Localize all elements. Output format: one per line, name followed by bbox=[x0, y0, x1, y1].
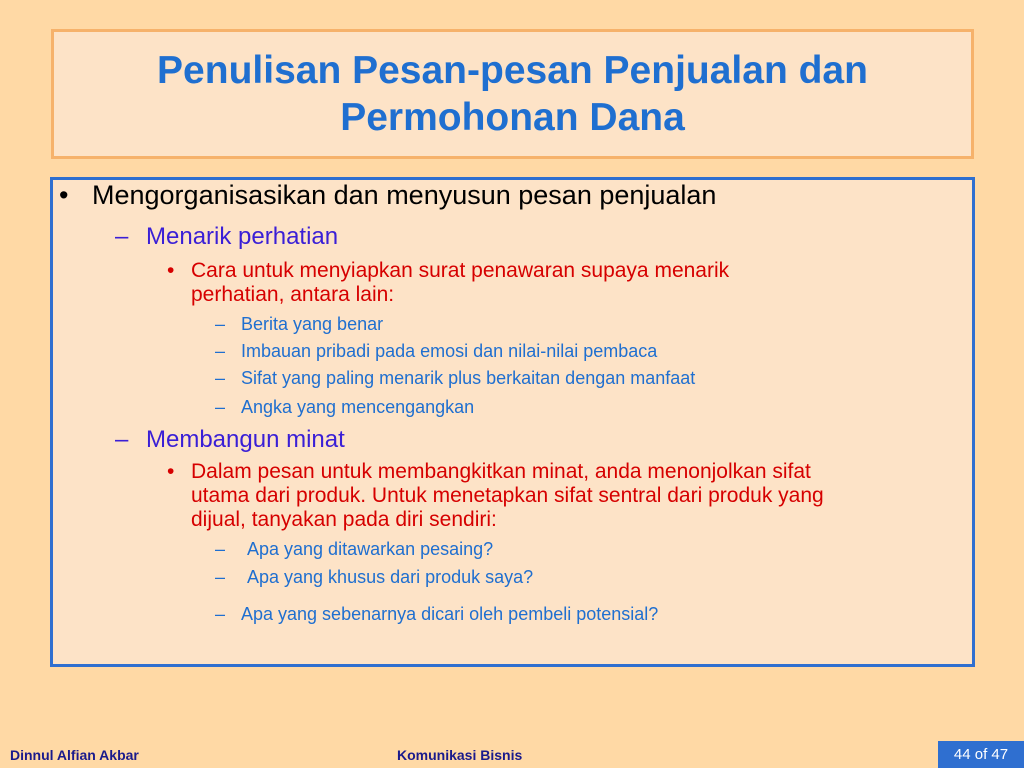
dash-marker: – bbox=[215, 539, 226, 559]
point-cara-line1: Cara untuk menyiapkan surat penawaran supaya menarik bbox=[191, 259, 730, 282]
bullet-marker: • bbox=[167, 259, 175, 282]
list-item: Sifat yang paling menarik plus berkaitan dengan manfaat bbox=[241, 368, 696, 388]
footer bbox=[0, 741, 1024, 768]
point-cara-line2: perhatian, antara lain: bbox=[191, 283, 395, 306]
dash-marker: – bbox=[215, 604, 226, 624]
main-bullet: Mengorganisasikan dan menyusun pesan penjualan bbox=[92, 180, 717, 210]
bullet-marker: • bbox=[167, 460, 175, 483]
list-item: Imbauan pribadi pada emosi dan nilai-nilai pembaca bbox=[241, 341, 658, 361]
footer-author: Dinnul Alfian Akbar bbox=[10, 747, 139, 763]
dash-marker: – bbox=[215, 567, 226, 587]
list-item: Angka yang mencengangkan bbox=[241, 397, 475, 417]
list-item: Apa yang khusus dari produk saya? bbox=[247, 567, 534, 587]
sub-bullet-menarik-perhatian: Menarik perhatian bbox=[146, 223, 339, 250]
list-item: Apa yang ditawarkan pesaing? bbox=[247, 539, 494, 559]
dash-marker: – bbox=[115, 223, 129, 250]
dash-marker: – bbox=[215, 368, 226, 388]
page-number-badge: 44 of 47 bbox=[938, 741, 1024, 768]
dash-marker: – bbox=[215, 314, 226, 334]
list-item: Berita yang benar bbox=[241, 314, 384, 334]
point-dalam-line3: dijual, tanyakan pada diri sendiri: bbox=[191, 508, 497, 531]
sub-bullet-membangun-minat: Membangun minat bbox=[146, 426, 345, 453]
point-dalam-line1: Dalam pesan untuk membangkitkan minat, anda menonjolkan sifat bbox=[191, 460, 811, 483]
footer-course: Komunikasi Bisnis bbox=[397, 747, 523, 763]
slide-title: Penulisan Pesan-pesan Penjualan dan Permohonan Dana bbox=[157, 49, 868, 139]
list-item: Apa yang sebenarnya dicari oleh pembeli potensial? bbox=[241, 604, 659, 624]
bullet-marker: • bbox=[59, 180, 69, 210]
title-box bbox=[51, 29, 974, 159]
point-dalam-line2: utama dari produk. Untuk menetapkan sifat sentral dari produk yang bbox=[191, 484, 824, 507]
content-box bbox=[50, 177, 975, 667]
dash-marker: – bbox=[115, 426, 129, 453]
dash-marker: – bbox=[215, 341, 226, 361]
dash-marker: – bbox=[215, 397, 226, 417]
